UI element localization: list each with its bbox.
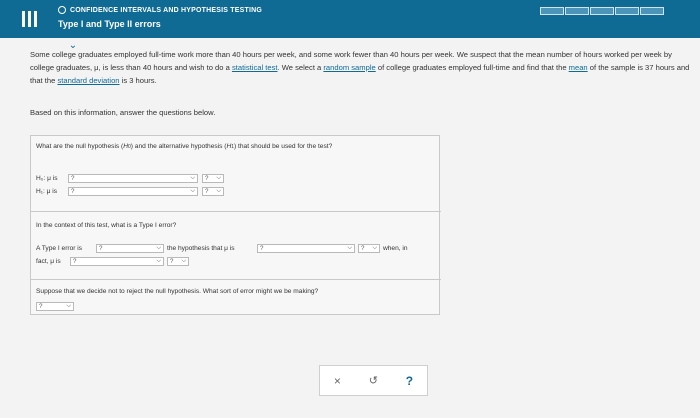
progress-segment (565, 7, 589, 15)
q1-prompt-text: ) and the alternative hypothesis ( (130, 143, 227, 150)
progress-segment (640, 7, 664, 15)
chevron-down-icon: ⌵ (156, 258, 161, 264)
top-bar (0, 0, 700, 38)
link-mean[interactable]: mean (568, 63, 588, 72)
select-value: ? (205, 188, 209, 195)
link-standard-deviation[interactable]: standard deviation (57, 76, 120, 85)
select-value: ? (99, 245, 103, 252)
when-label: when, in (383, 245, 408, 252)
h1-subscript: 1 (231, 143, 234, 150)
problem-text: of college graduates employed full-time and find that the (375, 63, 569, 72)
problem-statement (30, 48, 695, 87)
error-type-select[interactable] (36, 302, 74, 311)
type1-fact-relation-select[interactable] (70, 257, 164, 266)
clear-icon[interactable]: × (333, 373, 341, 388)
problem-text: . We select a (277, 63, 324, 72)
select-value: ? (361, 245, 365, 252)
h0-label: H₀: μ is (36, 175, 58, 182)
action-bar (319, 365, 428, 396)
select-value: ? (170, 258, 174, 265)
select-value: ? (73, 258, 77, 265)
chevron-down-icon: ⌵ (181, 258, 186, 264)
hypothesis-label: the hypothesis that μ is (167, 245, 235, 252)
topic-status-icon (58, 6, 66, 14)
chevron-down-icon: ⌵ (216, 175, 221, 181)
progress-bar (540, 7, 664, 15)
divider (31, 279, 441, 280)
h0-row (36, 174, 224, 183)
problem-text: Some college graduates employed full-time work more than 40 hours per week, and some work fewer than 40 hours per week. We suspect that the mean number of hours worked per week by college graduates, μ, is less than 40 hours and wish to do a (30, 50, 672, 72)
chevron-down-icon: ⌵ (190, 175, 195, 181)
h1-relation-select[interactable] (68, 187, 198, 196)
h0-subscript: 0 (128, 143, 131, 150)
q1-prompt-text: What are the null hypothesis ( (36, 143, 124, 150)
question-box (30, 135, 440, 315)
h0-value-select[interactable] (202, 174, 224, 183)
link-random-sample[interactable]: random sample (323, 63, 376, 72)
undo-icon[interactable]: ↺ (368, 375, 378, 387)
q1-prompt (36, 143, 332, 150)
help-icon[interactable]: ? (405, 373, 414, 388)
breadcrumb-text: CONFIDENCE INTERVALS AND HYPOTHESIS TESTING (70, 6, 263, 14)
select-value: ? (39, 303, 43, 310)
type1-fact-value-select[interactable] (167, 257, 189, 266)
fact-label: fact, μ is (36, 258, 61, 265)
h0-relation-select[interactable] (68, 174, 198, 183)
type1-action-select[interactable] (96, 244, 164, 253)
type1-label: A Type I error is (36, 245, 83, 252)
link-statistical-test[interactable]: statistical test (231, 63, 278, 72)
chevron-down-icon: ⌵ (347, 245, 352, 251)
chevron-down-icon: ⌵ (190, 188, 195, 194)
page-title: Type I and Type II errors (58, 19, 161, 29)
q3-prompt: Suppose that we decide not to reject the null hypothesis. What sort of error might we be making? (36, 288, 319, 295)
chevron-down-icon: ⌵ (216, 188, 221, 194)
q3-row (36, 302, 74, 311)
h1-label: H₁: μ is (36, 188, 58, 195)
collapse-chevron-icon[interactable]: ⌄ (68, 40, 78, 51)
progress-segment (540, 7, 564, 15)
type1-row-2 (36, 257, 189, 266)
type1-relation-select[interactable] (257, 244, 355, 253)
type1-value-select[interactable] (358, 244, 380, 253)
chevron-down-icon: ⌵ (372, 245, 377, 251)
select-value: ? (205, 175, 209, 182)
h1-row (36, 187, 224, 196)
select-value: ? (71, 175, 75, 182)
type1-row-1 (36, 244, 408, 253)
h0-symbol: H (123, 143, 128, 150)
select-value: ? (260, 245, 264, 252)
breadcrumb (58, 6, 262, 14)
q1-prompt-text: ) that should be used for the test? (234, 143, 333, 150)
chevron-down-icon: ⌵ (156, 245, 161, 251)
divider (31, 211, 441, 212)
select-value: ? (71, 188, 75, 195)
problem-text: of the sample is 37 hours and that the (30, 63, 690, 85)
progress-segment (615, 7, 639, 15)
menu-icon[interactable] (20, 9, 38, 29)
problem-text: is 3 hours. (119, 76, 157, 85)
h1-symbol: H (226, 143, 232, 150)
instructions-text: Based on this information, answer the questions below. (30, 108, 216, 117)
progress-segment (590, 7, 614, 15)
q2-prompt: In the context of this test, what is a Type I error? (36, 222, 177, 229)
h1-value-select[interactable] (202, 187, 224, 196)
chevron-down-icon: ⌵ (66, 303, 71, 309)
